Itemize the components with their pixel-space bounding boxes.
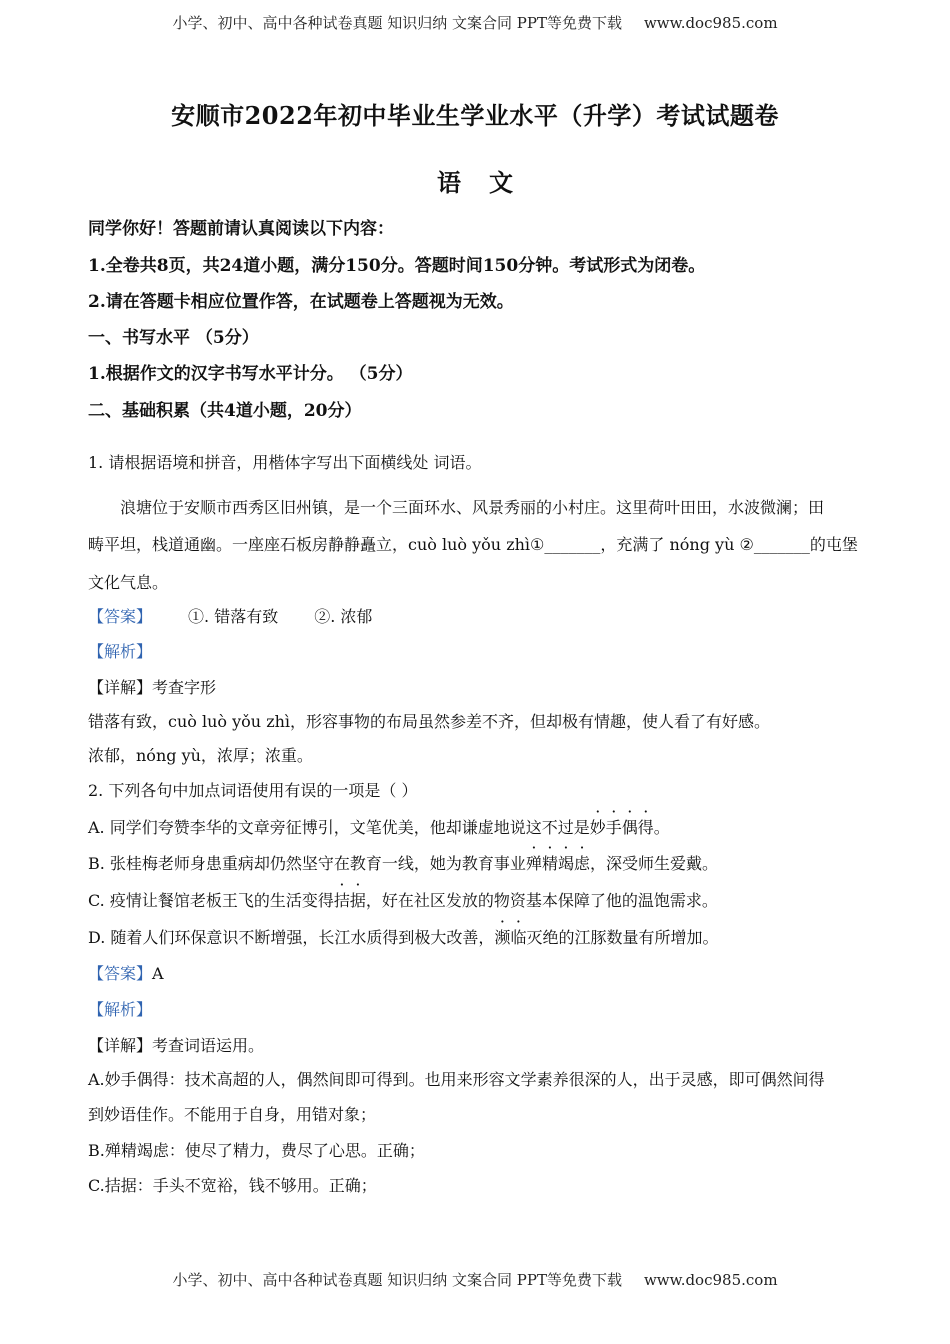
option-c-text: C. 疫情让餐馆老板王飞的生活变得 — [88, 891, 334, 910]
page-footer — [0, 1269, 950, 1290]
option-d-end: 灭绝的江豚数量有所增加。 — [526, 928, 719, 947]
q1-stem: 1. 请根据语境和拼音，用楷体字写出下面横线处 词语。 — [88, 453, 482, 472]
dotted-char: 虑 — [573, 854, 590, 873]
q1-passage-line2: 畴平坦，栈道通幽。一座座石板房静静矗立，cuò luò yǒu zhì①_______，充满了 nóng yù ②_______的屯堡 — [88, 535, 858, 554]
q1-answer-2: ②. 浓郁 — [314, 607, 373, 626]
dotted-char: 偶 — [621, 818, 638, 837]
q2-stem: 2. 下列各句中加点词语使用有误的一项是（ ） — [88, 781, 418, 800]
section1-heading: 一、书写水平 （5分） — [88, 328, 259, 348]
option-b-end: ，深受师生爱戴。 — [590, 854, 719, 873]
option-a-text: A. 同学们夸赞李华的文章旁征博引，文笔优美，他却谦虚地说这不过是 — [88, 818, 590, 837]
header-site[interactable]: www.doc985.com — [643, 14, 778, 32]
instruction-2: 2.请在答题卡相应位置作答，在试题卷上答题视为无效。 — [88, 292, 514, 312]
detail-tag: 【详解】 — [88, 1036, 153, 1055]
option-a-end: 。 — [653, 818, 670, 837]
dotted-char: 得 — [637, 818, 654, 837]
page-header — [0, 12, 950, 33]
dotted-word-c — [334, 891, 366, 910]
dotted-char: 竭 — [557, 854, 574, 873]
q2-explanation-c: C.拮据：手头不宽裕，钱不够用。正确； — [88, 1176, 377, 1195]
dotted-char: 精 — [541, 854, 558, 873]
q1-detail — [88, 677, 216, 699]
q2-option-a — [88, 817, 670, 839]
q1-analysis-tag: 【解析】 — [88, 642, 153, 661]
dotted-word-b — [526, 854, 590, 873]
greeting: 同学你好！答题前请认真阅读以下内容： — [88, 219, 394, 239]
dotted-word-d — [494, 928, 526, 947]
dotted-char: 濒 — [494, 928, 511, 947]
dotted-char: 据 — [349, 891, 366, 910]
q2-answer — [88, 963, 164, 985]
q1-explanation-1: 错落有致，cuò luò yǒu zhì，形容事物的布局虽然参差不齐，但却极有情趣，使人看了有好感。 — [88, 712, 771, 731]
q2-explanation-b: B.殚精竭虑：使尽了精力，费尽了心思。正确； — [88, 1141, 425, 1160]
dotted-char: 临 — [510, 928, 527, 947]
exam-title: 安顺市2022年初中毕业生学业水平（升学）考试试题卷 — [171, 101, 779, 130]
dotted-word-a — [590, 818, 654, 837]
section1-item: 1.根据作文的汉字书写水平计分。 （5分） — [88, 364, 413, 384]
dotted-char: 手 — [605, 818, 622, 837]
q1-passage-line1: 浪塘位于安顺市西秀区旧州镇，是一个三面环水、风景秀丽的小村庄。这里荷叶田田，水波微澜；田 — [120, 498, 825, 517]
q2-answer-value: A — [152, 964, 164, 983]
section2-heading: 二、基础积累（共4道小题，20分） — [88, 401, 362, 421]
answer-tag: 【答案】 — [88, 607, 153, 626]
option-c-end: ，好在社区发放的物资基本保障了他的温饱需求。 — [365, 891, 718, 910]
detail-text: 考查词语运用。 — [152, 1036, 265, 1055]
footer-site[interactable]: www.doc985.com — [643, 1271, 778, 1289]
q1-answer — [88, 606, 372, 628]
detail-tag: 【详解】 — [88, 678, 153, 697]
q2-detail — [88, 1035, 264, 1057]
q1-answer-1: ①. 错落有致 — [188, 607, 279, 626]
footer-text: 小学、初中、高中各种试卷真题 知识归纳 文案合同 PPT等免费下载 — [172, 1271, 622, 1289]
header-text: 小学、初中、高中各种试卷真题 知识归纳 文案合同 PPT等免费下载 — [172, 14, 622, 32]
dotted-char: 拮 — [333, 891, 350, 910]
option-d-text: D. 随着人们环保意识不断增强，长江水质得到极大改善， — [88, 928, 495, 947]
q2-option-b — [88, 853, 718, 875]
q2-explanation-a1: A.妙手偶得：技术高超的人，偶然间即可得到。也用来形容文学素养很深的人，出于灵感，即可偶然间得 — [88, 1070, 825, 1089]
option-b-text: B. 张桂梅老师身患重病却仍然坚守在教育一线，她为教育事业 — [88, 854, 526, 873]
q2-explanation-a2: 到妙语佳作。不能用于自身，用错对象； — [88, 1105, 377, 1124]
detail-text: 考查字形 — [152, 678, 217, 697]
q2-analysis-tag: 【解析】 — [88, 1000, 153, 1019]
dotted-char: 殚 — [525, 854, 542, 873]
dotted-char: 妙 — [589, 818, 606, 837]
answer-tag: 【答案】 — [88, 964, 153, 983]
q2-option-c — [88, 890, 718, 912]
subject-title: 语文 — [437, 168, 541, 197]
q2-option-d — [88, 927, 718, 949]
q1-explanation-2: 浓郁，nóng yù，浓厚；浓重。 — [88, 746, 313, 765]
q1-passage-line3: 文化气息。 — [88, 573, 169, 592]
instruction-1: 1.全卷共8页，共24道小题，满分150分。答题时间150分钟。考试形式为闭卷。 — [88, 256, 706, 276]
